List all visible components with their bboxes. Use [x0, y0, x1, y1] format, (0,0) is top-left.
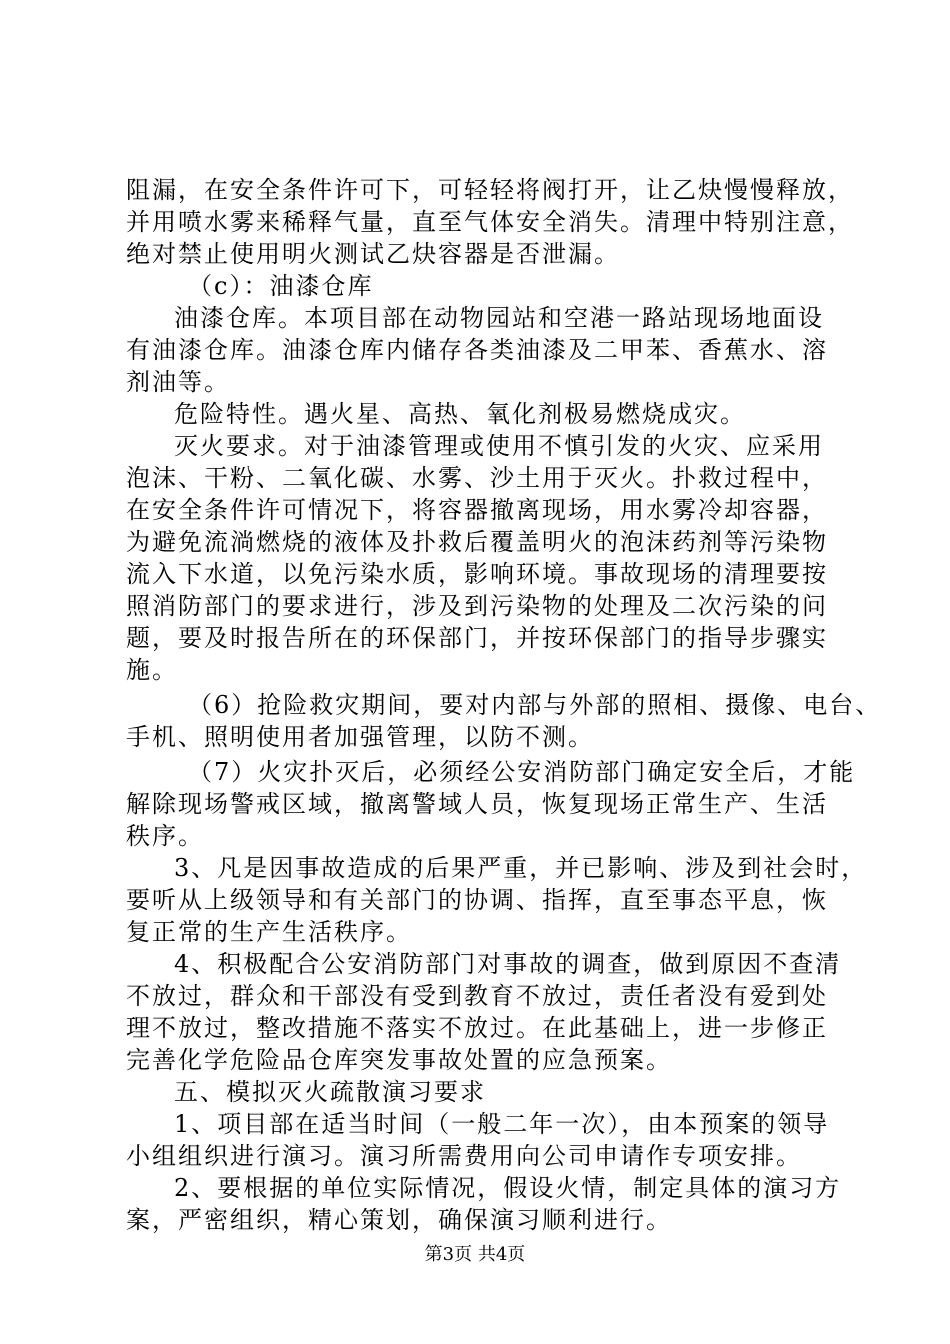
text-line: 1、项目部在适当时间（一般二年一次），由本预案的领导 — [174, 1110, 830, 1138]
text-line: 秩序。 — [126, 822, 204, 850]
text-line: 照消防部门的要求进行，涉及到污染物的处理及二次污染的问 — [126, 592, 828, 620]
text-line: 为避免流淌燃烧的液体及扑救后覆盖明火的泡沫药剂等污染物 — [126, 528, 828, 556]
text-line: 不放过，群众和干部没有受到教育不放过，责任者没有爱到处 — [126, 982, 828, 1010]
text-line: 小组组织进行演习。演习所需费用向公司申请作专项安排。 — [126, 1142, 802, 1170]
text-line: 绝对禁止使用明火测试乙炔容器是否泄漏。 — [126, 240, 620, 268]
text-line: 施。 — [126, 656, 178, 684]
text-line: 流入下水道，以免污染水质，影响环境。事故现场的清理要按 — [126, 560, 828, 588]
text-line: 油漆仓库。本项目部在动物园站和空港一路站现场地面设 — [174, 304, 824, 332]
text-line: 题，要及时报告所在的环保部门，并按环保部门的指导步骤实 — [126, 624, 828, 652]
text-line: 剂油等。 — [126, 368, 230, 396]
text-line: 3、凡是因事故造成的后果严重，并已影响、涉及到社会时， — [174, 854, 868, 882]
text-line: 在安全条件许可情况下，将容器撤离现场，用水雾冷却容器， — [126, 496, 828, 524]
text-line: 完善化学危险品仓库突发事故处置的应急预案。 — [126, 1046, 672, 1074]
text-line: 阻漏，在安全条件许可下，可轻轻将阀打开，让乙炔慢慢释放， — [126, 176, 854, 204]
text-line: （7）火灾扑灭后，必须经公安消防部门确定安全后，才能 — [188, 758, 856, 786]
text-line: 4、积极配合公安消防部门对事故的调查，做到原因不查清 — [174, 950, 842, 978]
text-line: 危险特性。遇火星、高热、氧化剂极易燃烧成灾。 — [174, 400, 746, 428]
section-heading-paint-warehouse: （c）：油漆仓库 — [188, 272, 374, 300]
page-footer: 第3页 共4页 — [424, 1244, 526, 1265]
text-line: 灭火要求。对于油漆管理或使用不慎引发的火灾、应采用 — [174, 432, 824, 460]
text-line: 要听从上级领导和有关部门的协调、指挥，直至事态平息，恢 — [126, 886, 828, 914]
text-line: 并用喷水雾来稀释气量，直至气体安全消失。清理中特别注意， — [126, 208, 854, 236]
document-body — [126, 174, 882, 1236]
text-line: 案，严密组织，精心策划，确保演习顺利进行。 — [126, 1206, 672, 1234]
text-line: （6）抢险救灾期间，要对内部与外部的照相、摄像、电台、 — [188, 691, 882, 719]
text-line: 解除现场警戒区域，撤离警域人员，恢复现场正常生产、生活 — [126, 790, 828, 818]
text-line: 泡沫、干粉、二氧化碳、水雾、沙土用于灭火。扑救过程中， — [126, 464, 828, 492]
text-line: 理不放过，整改措施不落实不放过。在此基础上，进一步修正 — [126, 1014, 828, 1042]
text-line: 手机、照明使用者加强管理，以防不测。 — [126, 723, 594, 751]
text-line: 2、要根据的单位实际情况，假设火情，制定具体的演习方 — [174, 1174, 842, 1202]
section-heading-drill-requirements: 五、模拟灭火疏散演习要求 — [174, 1078, 486, 1106]
text-line: 有油漆仓库。油漆仓库内储存各类油漆及二甲苯、香蕉水、溶 — [126, 336, 828, 364]
text-line: 复正常的生产生活秩序。 — [126, 918, 412, 946]
